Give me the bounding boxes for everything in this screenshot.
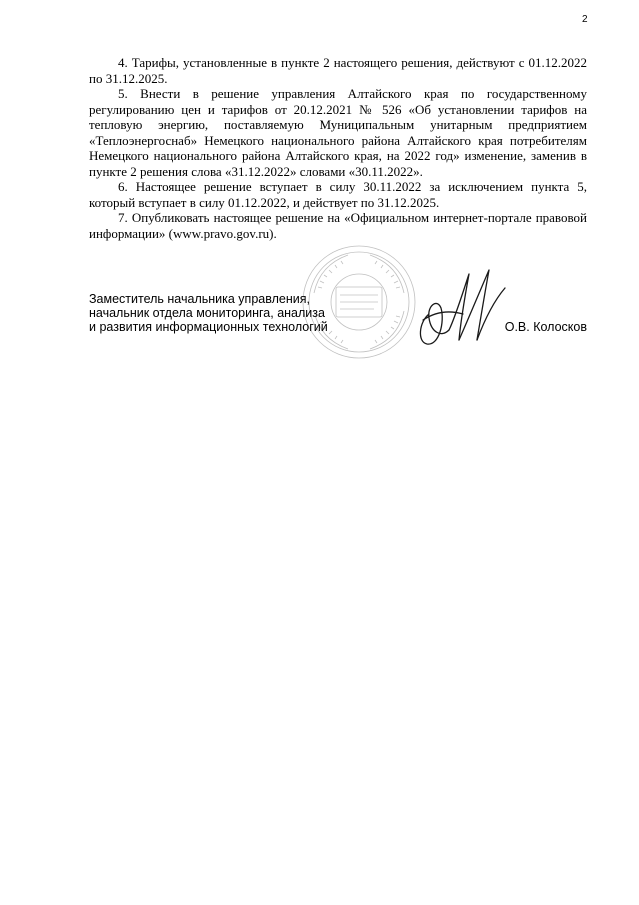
page-number: 2: [582, 14, 588, 25]
paragraph-6: 6. Настоящее решение вступает в силу 30.11.2022 за исключением пункта 5, который вступает в силу 01.12.2022, и действует по 31.12.2025.: [89, 179, 587, 210]
document-body: [89, 55, 587, 241]
signer-name: О.В. Колосков: [504, 320, 587, 334]
paragraph-4: 4. Тарифы, установленные в пункте 2 настоящего решения, действуют с 01.12.2022 по 31.12.2025.: [89, 55, 587, 86]
signer-title-line-1: Заместитель начальника управления,: [89, 292, 310, 306]
signer-title-line-3: и развития информационных технологий: [89, 320, 328, 334]
paragraph-5: 5. Внести в решение управления Алтайского края по государственному регулированию цен и тарифов от 20.12.2021 № 526 «Об установлении тарифов на тепловую энергию, поставляемую Муниципальным унитарным предприятием «Теплоэнергоснаб» Немецкого национального района Алтайского края потребителям Немецкого национального района Алтайского края, на 2022 год» изменение, заменив в пункте 2 решения слова «31.12.2022» словами «30.11.2022».: [89, 86, 587, 179]
signature-icon: [405, 260, 515, 360]
paragraph-7: 7. Опубликовать настоящее решение на «Официальном интернет-портале правовой информации» (www.pravo.gov.ru).: [89, 210, 587, 241]
signer-title: [89, 292, 349, 334]
signer-title-line-2: начальник отдела мониторинга, анализа: [89, 306, 325, 320]
